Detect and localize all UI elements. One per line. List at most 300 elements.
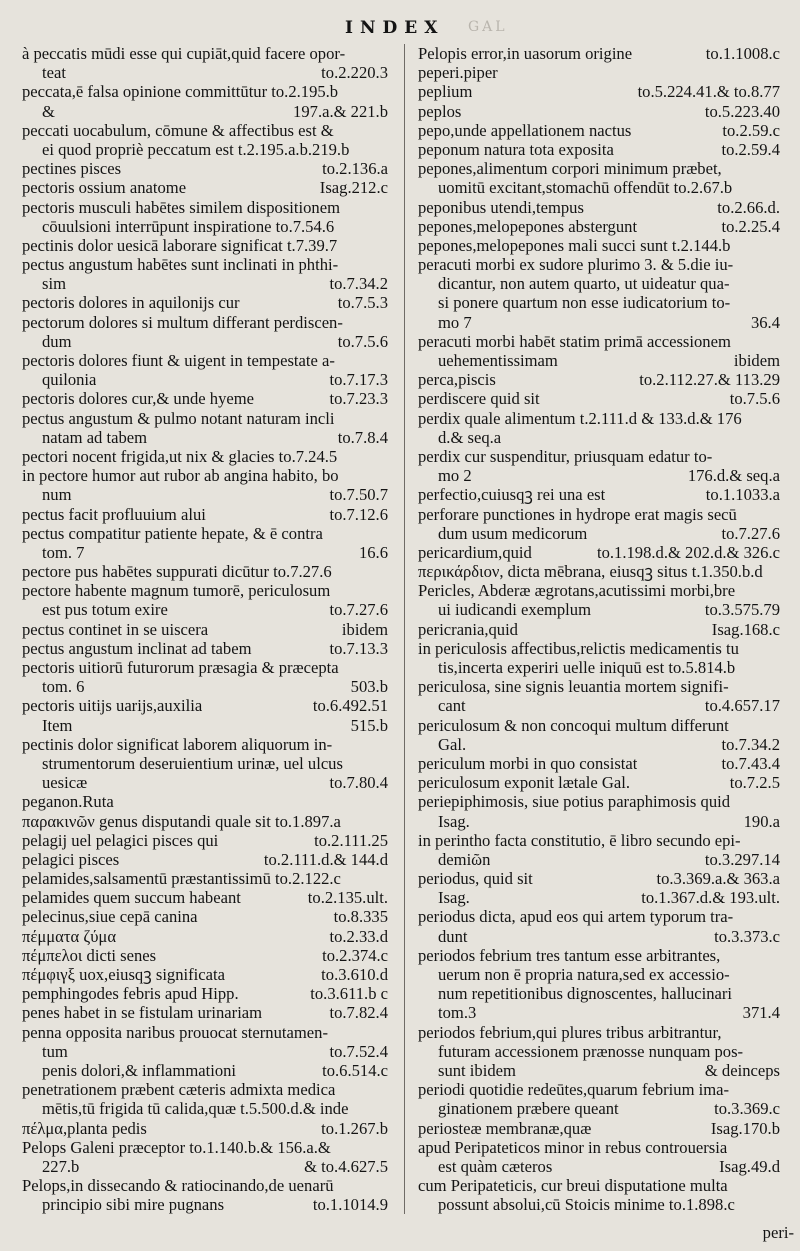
entry-reference: 36.4 [750, 312, 780, 332]
index-entry-line [418, 178, 780, 197]
entry-text: peccati uocabulum, cōmune & affectibus est & [22, 120, 334, 140]
entry-reference: & to.4.627.5 [304, 1156, 388, 1176]
index-entry-line [22, 754, 388, 773]
entry-reference: ibidem [733, 351, 780, 370]
index-entry-line [418, 1099, 780, 1118]
entry-text: pepones,melopepones abstergunt [418, 216, 638, 236]
entry-reference: to.2.33.d [329, 926, 388, 946]
index-entry-line [418, 1138, 780, 1157]
entry-text: Gal. [438, 734, 467, 754]
entry-reference: to.3.373.c [714, 926, 780, 946]
index-entry-line [418, 198, 780, 217]
index-entry-line [22, 677, 388, 696]
entry-reference [382, 658, 388, 677]
entry-reference [382, 581, 388, 600]
entry-reference: to.7.13.3 [329, 638, 388, 658]
entry-text: num repetitionibus dignoscentes, hallucinari [438, 984, 733, 1004]
entry-text: perdix quale alimentum t.2.111.d & 133.d.& 176 [418, 408, 742, 428]
entry-reference: to.7.12.6 [329, 504, 388, 524]
index-entry-line [22, 505, 388, 524]
index-entry-line [22, 620, 388, 639]
entry-text: pectori nocent frigida,ut nix & glacies to.7.24.5 [22, 446, 338, 466]
entry-text: periculosum & non concoqui multum differunt [418, 715, 729, 735]
entry-reference [382, 121, 388, 140]
index-entry-line [418, 351, 780, 370]
entry-reference: 16.6 [358, 542, 388, 562]
entry-reference [774, 255, 780, 274]
entry-reference [382, 792, 388, 811]
entry-text: peperi.piper [418, 63, 498, 83]
entry-text: Pelopis error,in uasorum origine [418, 44, 633, 63]
entry-text: pericardium,quid [418, 542, 532, 562]
entry-reference [774, 1080, 780, 1099]
entry-reference [774, 562, 780, 581]
entry-reference [774, 274, 780, 293]
index-entry-line [418, 965, 780, 984]
entry-reference: to.1.1014.9 [312, 1195, 388, 1215]
index-entry-line [418, 907, 780, 926]
index-entry-line [418, 581, 780, 600]
entry-text: pepones,alimentum corpori minimum præbet, [418, 159, 722, 179]
index-entry-line [418, 428, 780, 447]
index-entry-line [418, 677, 780, 696]
entry-reference: & deinceps [704, 1060, 780, 1080]
entry-reference: 515.b [350, 715, 388, 735]
entry-text: ei quod propriè peccatum est t.2.195.a.b.219.b [42, 139, 350, 159]
entry-text: perdix cur suspenditur, priusquam edatur to- [418, 446, 713, 466]
index-entry-line [22, 198, 388, 217]
entry-reference [382, 562, 388, 581]
entry-text: peganon.Ruta [22, 792, 114, 812]
entry-reference [774, 946, 780, 965]
index-entry-line [418, 389, 780, 408]
entry-text: pectoris dolores in aquilonijs cur [22, 293, 240, 313]
index-entry-line [22, 178, 388, 197]
index-entry-line [418, 63, 780, 82]
entry-text: periodus dicta, apud eos qui artem typorum tra- [418, 907, 734, 927]
entry-text: periodus, quid sit [418, 869, 533, 889]
entry-reference [774, 236, 780, 255]
entry-reference: Isag.168.c [711, 619, 780, 639]
entry-reference: to.5.223.40 [704, 101, 780, 121]
entry-reference: to.2.66.d. [717, 197, 780, 217]
index-entry-line [418, 313, 780, 332]
index-entry-line [418, 831, 780, 850]
entry-text: in pectore humor aut rubor ab angina habito, bo [22, 466, 339, 486]
index-entry-line [418, 82, 780, 101]
entry-reference: to.7.43.4 [721, 753, 780, 773]
entry-reference [382, 524, 388, 543]
entry-text: natam ad tabem [42, 427, 148, 447]
entry-text: in periculosis affectibus,relictis medicamentis tu [418, 638, 739, 658]
index-entry-line [418, 812, 780, 831]
index-entry-line [22, 389, 388, 408]
entry-reference: to.2.25.4 [721, 216, 780, 236]
entry-text: pectus compatitur patiente hepate, & ē contra [22, 523, 323, 543]
entry-reference: to.7.27.6 [721, 523, 780, 543]
index-entry-line [418, 773, 780, 792]
entry-reference [774, 63, 780, 82]
entry-reference [382, 1138, 388, 1157]
index-entry-line [22, 485, 388, 504]
entry-text: est pus totum exire [42, 600, 168, 620]
index-entry-line [418, 409, 780, 428]
index-entry-line [418, 658, 780, 677]
index-entry-line [22, 600, 388, 619]
entry-text: pectoris uitijs uarijs,auxilia [22, 696, 203, 716]
entry-reference [382, 255, 388, 274]
entry-reference: to.2.59.4 [721, 139, 780, 159]
entry-reference: 503.b [350, 677, 388, 697]
index-entry-line [22, 1138, 388, 1157]
entry-reference: to.3.611.b c [310, 984, 388, 1004]
entry-text: peplium [418, 82, 473, 102]
index-entry-line [22, 1042, 388, 1061]
index-entry-line [22, 1119, 388, 1138]
entry-text: pectoris dolores fiunt & uigent in tempestate a- [22, 351, 335, 370]
entry-reference: to.5.224.41.& to.8.77 [637, 82, 780, 102]
index-entry-line [22, 850, 388, 869]
entry-reference [382, 409, 388, 428]
entry-text: pectus facit profluuium alui [22, 504, 206, 524]
entry-reference [774, 293, 780, 312]
entry-text: uehementissimam [438, 351, 558, 370]
entry-text: quilonia [42, 370, 97, 390]
page-header [0, 18, 800, 40]
index-entry-line [22, 581, 388, 600]
index-entry-line [22, 812, 388, 831]
entry-reference [774, 1138, 780, 1157]
entry-text: à peccatis mūdi esse qui cupiāt,quid facere opor- [22, 44, 346, 63]
entry-reference: to.7.2.5 [729, 773, 780, 793]
entry-reference [382, 1080, 388, 1099]
entry-text: πέμματα ζύμα [22, 926, 117, 946]
entry-reference: to.7.17.3 [329, 370, 388, 390]
entry-reference: to.3.369.c [714, 1099, 780, 1119]
entry-text: pectore habente magnum tumorē, periculosum [22, 581, 331, 601]
entry-text: πέλμα,planta pedis [22, 1118, 147, 1138]
entry-text: pelecinus,siue cepā canina [22, 907, 198, 927]
entry-reference [774, 658, 780, 677]
entry-text: pectoris ossium anatome [22, 178, 187, 198]
entry-text: uesicæ [42, 773, 88, 793]
index-column-right [418, 44, 780, 1214]
entry-text: pericrania,quid [418, 619, 518, 639]
index-entry-line [418, 984, 780, 1003]
index-entry-line [418, 562, 780, 581]
entry-reference: to.1.1033.a [705, 485, 780, 505]
index-entry-line [418, 716, 780, 735]
index-entry-line [22, 735, 388, 754]
index-entry-line [418, 1042, 780, 1061]
entry-reference [382, 1176, 388, 1195]
entry-reference [774, 792, 780, 811]
entry-text: periodos febrium tres tantum esse arbitrantes, [418, 945, 721, 965]
index-entry-line [22, 293, 388, 312]
entry-reference: Isag.170.b [710, 1118, 780, 1138]
entry-text: παρακινῶν genus disputandi quale sit to.1.897.a [22, 811, 341, 831]
index-entry-line [418, 121, 780, 140]
entry-reference: to.3.297.14 [704, 849, 780, 869]
entry-reference: to.7.52.4 [329, 1041, 388, 1061]
entry-reference [774, 1176, 780, 1195]
index-entry-line [418, 274, 780, 293]
entry-text: peccata,ē falsa opinione committūtur to.2.195.b [22, 82, 339, 102]
index-entry-line [22, 907, 388, 926]
index-entry-line [418, 255, 780, 274]
index-entry-line [418, 869, 780, 888]
index-entry-line [418, 217, 780, 236]
index-entry-line [418, 102, 780, 121]
entry-reference: Isag.212.c [319, 178, 388, 198]
entry-reference [382, 313, 388, 332]
bleed-through-text: GAL [468, 19, 508, 35]
entry-text: pelamides quem succum habeant [22, 888, 241, 908]
entry-text: tom. 6 [42, 677, 85, 697]
entry-reference: to.2.220.3 [321, 63, 388, 83]
entry-text: peplos [418, 101, 462, 121]
entry-reference: to.1.267.b [321, 1118, 388, 1138]
index-entry-line [418, 485, 780, 504]
entry-reference [774, 332, 780, 351]
index-entry-line [418, 1157, 780, 1176]
entry-reference: to.3.610.d [321, 965, 388, 984]
entry-text: 227.b [42, 1156, 80, 1176]
index-entry-line [22, 1157, 388, 1176]
index-entry-line [22, 716, 388, 735]
entry-reference: to.7.80.4 [329, 773, 388, 793]
entry-reference: to.1.198.d.& 202.d.& 326.c [597, 542, 780, 562]
entry-reference [774, 639, 780, 658]
entry-reference: to.2.374.c [322, 945, 388, 965]
entry-text: teat [42, 63, 66, 83]
entry-text: uomitū excitant,stomachū offendūt to.2.67.b [438, 178, 733, 198]
index-column-left [22, 44, 388, 1214]
index-entry-line [22, 466, 388, 485]
entry-reference: to.7.23.3 [329, 389, 388, 409]
entry-text: pectoris musculi habētes similem dispositionem [22, 197, 341, 217]
entry-reference [774, 505, 780, 524]
entry-text: est quàm cæteros [438, 1156, 553, 1176]
entry-text: pelagici pisces [22, 849, 120, 869]
entry-reference [774, 581, 780, 600]
index-entry-line [22, 313, 388, 332]
index-entry-line [22, 140, 388, 159]
index-entry-line [418, 466, 780, 485]
index-entry-line [418, 370, 780, 389]
entry-text: futuram accessionem prænosse nunquam pos- [438, 1041, 744, 1061]
index-entry-line [418, 236, 780, 255]
entry-reference: Isag.49.d [719, 1156, 780, 1176]
index-entry-line [22, 543, 388, 562]
index-entry-line [22, 1080, 388, 1099]
index-entry-line [418, 946, 780, 965]
entry-reference [774, 831, 780, 850]
entry-reference [774, 178, 780, 197]
entry-text: apud Peripateticos minor in rebus controuersia [418, 1137, 728, 1157]
index-entry-line [22, 255, 388, 274]
index-entry-line [418, 1080, 780, 1099]
entry-reference: to.1.367.d.& 193.ult. [641, 888, 780, 908]
index-entry-line [22, 370, 388, 389]
entry-text: pectines pisces [22, 159, 122, 179]
catchword: peri- [762, 1223, 794, 1242]
entry-text: peponum natura tota exposita [418, 139, 614, 159]
entry-text: tis,incerta experiri uelle iniquū est to.5.814.b [438, 658, 736, 677]
entry-text: tom.3 [438, 1003, 477, 1023]
index-entry-line [418, 600, 780, 619]
entry-reference: to.3.575.79 [704, 600, 780, 620]
index-entry-line [22, 524, 388, 543]
entry-text: περικάρδιον, dicta mēbrana, eiusqꝫ situs t.1.350.b.d [418, 562, 763, 582]
index-entry-line [22, 1176, 388, 1195]
index-entry-line [418, 639, 780, 658]
index-entry-line [418, 543, 780, 562]
index-entry-line [22, 1195, 388, 1214]
index-entry-line [22, 831, 388, 850]
index-entry-line [22, 927, 388, 946]
entry-text: ginationem præbere queant [438, 1099, 619, 1119]
entry-text: pemphingodes febris apud Hipp. [22, 984, 239, 1004]
index-entry-line [22, 121, 388, 140]
entry-reference [382, 351, 388, 370]
entry-reference: to.1.1008.c [705, 44, 780, 63]
entry-text: peracuti morbi habēt statim primā accessionem [418, 331, 731, 351]
index-entry-line [418, 754, 780, 773]
index-entry-line [22, 562, 388, 581]
entry-text: periodos febrium,qui plures tribus arbitrantur, [418, 1022, 722, 1042]
entry-reference: 197.a.& 221.b [293, 101, 388, 121]
index-entry-line [418, 524, 780, 543]
index-entry-line [22, 351, 388, 370]
index-entry-line [418, 696, 780, 715]
column-divider [404, 44, 405, 1214]
index-entry-line [22, 965, 388, 984]
entry-text: pectoris uitiorū futurorum præsagia & præcepta [22, 658, 339, 677]
entry-reference: to.7.5.6 [337, 331, 388, 351]
entry-reference [774, 716, 780, 735]
index-entry-line [418, 1195, 780, 1214]
entry-text: sunt ibidem [438, 1060, 516, 1080]
entry-reference [774, 428, 780, 447]
entry-text: Pericles, Abderæ ægrotans,acutissimi morbi,bre [418, 581, 736, 601]
entry-text: & [42, 101, 55, 121]
entry-reference: to.2.112.27.& 113.29 [639, 370, 780, 390]
entry-text: si ponere quartum non esse iudicatorium to- [438, 293, 731, 313]
entry-text: cum Peripateticis, cur breui disputatione multa [418, 1176, 728, 1196]
entry-text: in perintho facta constitutio, ē libro secundo epi- [418, 830, 741, 850]
entry-text: pepones,melopepones mali succi sunt t.2.144.b [418, 235, 731, 255]
entry-text: periculosa, sine signis leuantia mortem signifi- [418, 677, 729, 697]
entry-reference: to.6.492.51 [312, 696, 388, 716]
entry-text: possunt absolui,cū Stoicis minime to.1.898.c [438, 1195, 735, 1215]
entry-text: peponibus utendi,tempus [418, 197, 584, 217]
entry-reference: to.2.136.a [322, 159, 388, 179]
entry-reference [382, 466, 388, 485]
entry-text: Isag. [438, 888, 470, 908]
entry-text: tom. 7 [42, 542, 85, 562]
page-title: INDEX [345, 18, 445, 38]
index-entry-line [22, 428, 388, 447]
entry-reference: to.2.59.c [722, 120, 780, 140]
entry-text: penetrationem præbent cæteris admixta medica [22, 1080, 336, 1100]
entry-text: periosteæ membranæ,quæ [418, 1118, 592, 1138]
entry-text: πέμπελοι dicti senes [22, 945, 157, 965]
index-entry-line [418, 1003, 780, 1022]
entry-reference [382, 1023, 388, 1042]
index-entry-line [22, 1061, 388, 1080]
entry-text: mētis,tū frigida tū calida,quæ t.5.500.d.& inde [42, 1099, 349, 1119]
entry-text: periculum morbi in quo consistat [418, 753, 638, 773]
entry-reference: to.7.27.6 [329, 600, 388, 620]
entry-reference: to.7.34.2 [329, 274, 388, 294]
entry-reference: 371.4 [742, 1003, 780, 1023]
entry-reference: to.7.82.4 [329, 1003, 388, 1023]
entry-text: Isag. [438, 811, 470, 831]
entry-reference: to.7.8.4 [337, 427, 388, 447]
index-entry-line [418, 792, 780, 811]
entry-text: penna opposita naribus prouocat sternutamen- [22, 1022, 328, 1042]
entry-reference [382, 140, 388, 159]
entry-text: sim [42, 274, 66, 294]
entry-text: pectus angustum inclinat ad tabem [22, 638, 252, 658]
index-entry-line [22, 946, 388, 965]
index-entry-line [418, 1023, 780, 1042]
entry-text: pectinis dolor uesicā laborare significat t.7.39.7 [22, 235, 338, 255]
index-entry-line [418, 44, 780, 63]
entry-reference: to.2.135.ult. [307, 888, 388, 908]
entry-text: peracuti morbi ex sudore plurimo 3. & 5.die iu- [418, 255, 734, 275]
entry-reference: ibidem [341, 619, 388, 639]
entry-text: pectus angustum habētes sunt inclinati in phthi- [22, 255, 339, 275]
entry-reference [382, 236, 388, 255]
entry-text: cōuulsioni interrūpunt inspiratione to.7.54.6 [42, 216, 335, 236]
entry-text: num [42, 485, 72, 505]
index-entry-line [418, 1176, 780, 1195]
entry-reference: to.7.5.6 [729, 389, 780, 409]
entry-reference [382, 447, 388, 466]
entry-text: pectore pus habētes suppurati dicūtur to.7.27.6 [22, 562, 332, 582]
index-entry-line [22, 1099, 388, 1118]
index-entry-line [22, 773, 388, 792]
entry-text: perfectio,cuiusqꝫ rei una est [418, 485, 606, 505]
index-entry-line [22, 332, 388, 351]
index-entry-line [22, 658, 388, 677]
entry-text: Item [42, 715, 73, 735]
index-entry-line [22, 792, 388, 811]
entry-text: ui iudicandi exemplum [438, 600, 591, 620]
index-entry-line [22, 102, 388, 121]
index-entry-line [22, 1023, 388, 1042]
entry-text: mo 2 [438, 466, 472, 486]
entry-text: dum [42, 331, 72, 351]
entry-text: pelamides,salsamentū præstantissimū to.2.122.c [22, 869, 341, 889]
index-entry-line [22, 696, 388, 715]
entry-reference [382, 44, 388, 63]
entry-text: πέμφιγξ uox,eiusqꝫ significata [22, 965, 225, 984]
index-entry-line [418, 888, 780, 907]
entry-reference: to.2.111.25 [314, 830, 388, 850]
index-entry-line [22, 63, 388, 82]
entry-text: Pelops Galeni præceptor to.1.140.b.& 156.a.& [22, 1137, 331, 1157]
index-entry-line [418, 140, 780, 159]
entry-reference: 190.a [743, 811, 780, 831]
entry-reference: to.7.34.2 [721, 734, 780, 754]
entry-text: periculosum exponit lætale Gal. [418, 773, 630, 793]
index-entry-line [22, 44, 388, 63]
index-entry-line [22, 447, 388, 466]
index-entry-line [418, 1119, 780, 1138]
